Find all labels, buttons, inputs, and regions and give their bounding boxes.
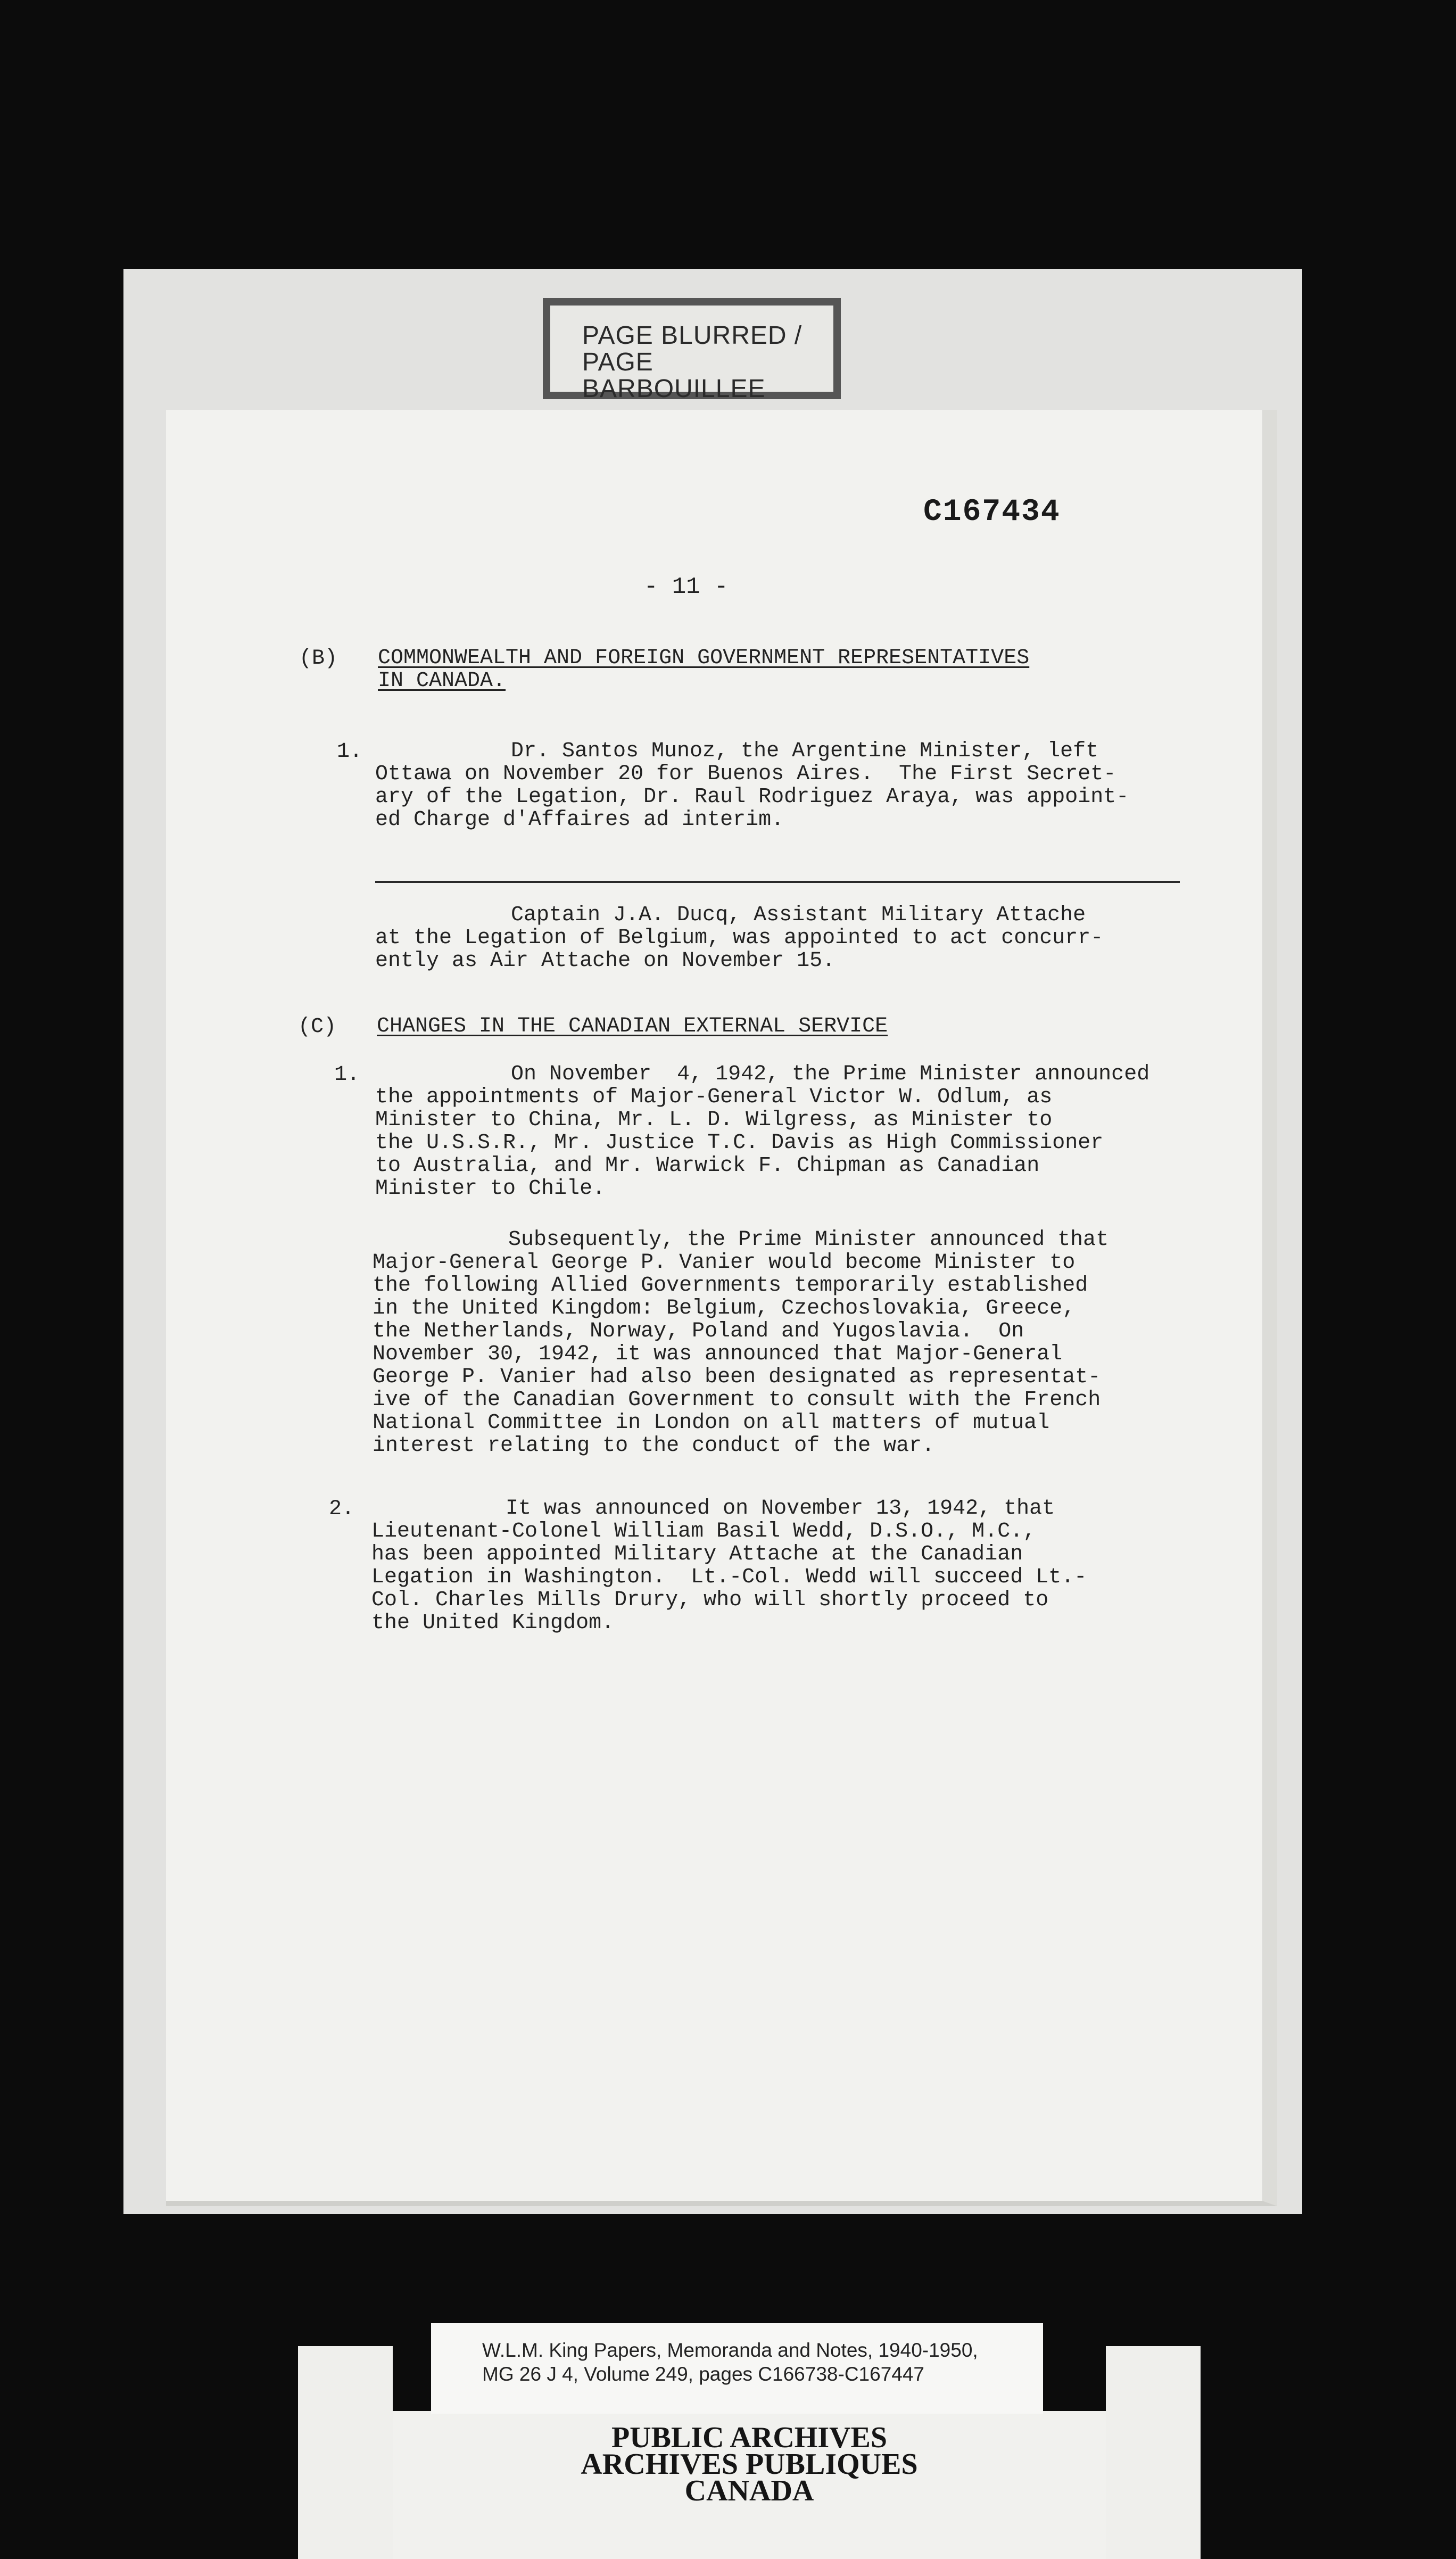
section-b-item-1-line-4: ed Charge d'Affaires ad interim. (375, 808, 784, 832)
horizontal-rule (375, 881, 1180, 883)
section-c-item-2-line-2: Lieutenant-Colonel William Basil Wedd, D.S.O., M.C., (371, 1520, 1036, 1543)
section-c-item-1-line-1: On November 4, 1942, the Prime Minister announced (511, 1062, 1150, 1086)
archives-line-3: CANADA (684, 2474, 814, 2507)
section-c-item-1-line-5: to Australia, and Mr. Warwick F. Chipman as Canadian (375, 1154, 1040, 1178)
archives-line-1: PUBLIC ARCHIVES (611, 2421, 888, 2454)
section-b-heading-line-2: IN CANADA. (378, 669, 506, 693)
caption-line-1: W.L.M. King Papers, Memoranda and Notes, 1940-1950, (482, 2339, 978, 2361)
section-c-item-1-para-2-line-10: interest relating to the conduct of the war. (373, 1434, 935, 1458)
section-c-item-1-para-2-line-9: National Committee in London on all matters of mutual (373, 1411, 1050, 1435)
caption-line-2: MG 26 J 4, Volume 249, pages C166738-C167447 (482, 2363, 925, 2385)
page-number: - 11 - (644, 574, 729, 600)
section-c-item-1-para-2-line-6: November 30, 1942, it was announced that Major-General (373, 1342, 1063, 1366)
section-c-item-1-para-2-line-8: ive of the Canadian Government to consult with the French (373, 1388, 1101, 1412)
section-b-para-2-line-3: ently as Air Attache on November 15. (375, 949, 835, 973)
section-b-item-1-line-1: Dr. Santos Munoz, the Argentine Minister, left (511, 739, 1099, 763)
section-b-item-1-number: 1. (337, 740, 363, 764)
section-c-label: (C) (298, 1015, 337, 1039)
footer-card-right (1106, 2346, 1201, 2559)
section-c-item-1-line-4: the U.S.S.R., Mr. Justice T.C. Davis as High Commissioner (375, 1131, 1104, 1155)
section-c-item-1-number: 1. (334, 1063, 360, 1087)
section-c-item-2-line-6: the United Kingdom. (371, 1611, 615, 1635)
section-c-item-1-para-2-line-7: George P. Vanier had also been designated as representat- (373, 1365, 1101, 1389)
section-b-item-1-line-2: Ottawa on November 20 for Buenos Aires. The First Secret- (375, 762, 1116, 786)
section-c-item-2-number: 2. (329, 1497, 355, 1521)
section-c-item-1-para-2-line-4: in the United Kingdom: Belgium, Czechoslovakia, Greece, (373, 1297, 1076, 1320)
section-b-para-2-line-2: at the Legation of Belgium, was appointed to act concurr- (375, 926, 1104, 950)
section-b-item-1-line-3: ary of the Legation, Dr. Raul Rodriguez Araya, was appoint- (375, 785, 1129, 809)
archive-caption (431, 2323, 1043, 2414)
document-reference-number: C167434 (923, 495, 1061, 530)
section-b-para-2-line-1: Captain J.A. Ducq, Assistant Military Attache (511, 903, 1086, 927)
section-c-item-1-para-2-line-2: Major-General George P. Vanier would become Minister to (373, 1251, 1076, 1275)
stamp-line-2: PAGE BARBOUILLEE (582, 348, 766, 403)
archives-label (393, 2421, 1106, 2507)
section-c-item-2-line-4: Legation in Washington. Lt.-Col. Wedd will succeed Lt.- (371, 1565, 1087, 1589)
section-c-item-2-line-3: has been appointed Military Attache at the Canadian (371, 1542, 1023, 1566)
section-c-item-1-para-2-line-3: the following Allied Governments temporarily established (373, 1274, 1088, 1298)
archives-line-2: ARCHIVES PUBLIQUES (581, 2448, 918, 2481)
section-b-heading-line-1: COMMONWEALTH AND FOREIGN GOVERNMENT REPRESENTATIVES (378, 646, 1030, 670)
section-c-item-2-line-5: Col. Charles Mills Drury, who will shortly proceed to (371, 1588, 1049, 1612)
stamp-line-1: PAGE BLURRED / (582, 321, 803, 350)
section-c-item-1-line-6: Minister to Chile. (375, 1177, 606, 1201)
footer-card-left (298, 2346, 393, 2559)
section-c-item-1-line-3: Minister to China, Mr. L. D. Wilgress, as Minister to (375, 1108, 1053, 1132)
section-c-item-1-para-2-line-5: the Netherlands, Norway, Poland and Yugoslavia. On (373, 1319, 1024, 1343)
section-c-item-1-line-2: the appointments of Major-General Victor W. Odlum, as (375, 1085, 1053, 1109)
section-c-item-2-line-1: It was announced on November 13, 1942, that (506, 1497, 1055, 1521)
section-c-heading: CHANGES IN THE CANADIAN EXTERNAL SERVICE (377, 1014, 888, 1038)
page-blurred-stamp (543, 298, 841, 403)
section-b-label: (B) (299, 647, 338, 671)
section-c-item-1-para-2-line-1: Subsequently, the Prime Minister announced that (508, 1228, 1109, 1252)
